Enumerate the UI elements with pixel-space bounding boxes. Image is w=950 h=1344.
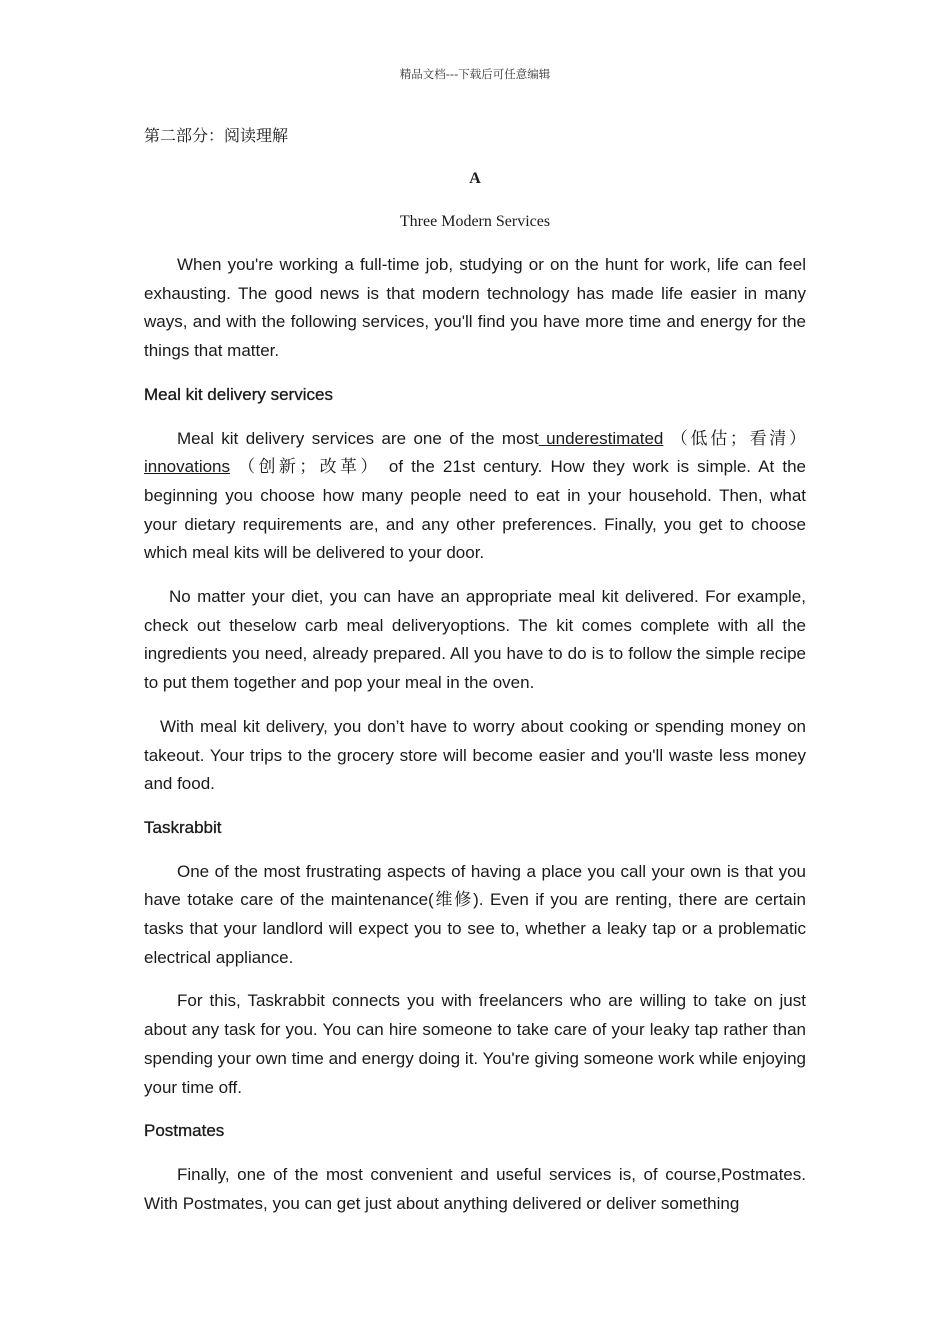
term-underestimated: underestimated <box>538 428 664 448</box>
article-letter: A <box>469 170 481 187</box>
meal-kit-paragraph-3: With meal kit delivery, you don’t have to worry about cooking or spending money on takeout. Your trips to the grocery store will become easier and you'll waste less money and food. <box>144 716 806 794</box>
gloss-innovations: （创新；改革） <box>238 457 381 478</box>
meal-kit-paragraph-2: No matter your diet, you can have an appropriate meal kit delivered. For example, check out theselow carb meal deliveryoptions. The kit comes complete with all the ingredients you need, already prepared. All you have to do is to follow the simple recipe to put them together and pop your meal in the oven. <box>144 587 806 693</box>
taskrabbit-paragraph-1: One of the most frustrating aspects of having a place you call your own is that you have totake care of the maintenance(维修). Even if you are renting, there are certain tasks that your landlord will expect you to see to, whether a leaky tap or a problematic electrical appliance. <box>144 861 806 967</box>
gloss-underestimated: （低估；看清） <box>670 428 806 449</box>
meal-kit-p1-after: of the 21st century. How they work is simple. At the beginning you choose how many people need to eat in your household. Then, what your dietary requirements are, and any other preferences. Finally, you get to choose which meal kits will be delivered to your door. <box>144 457 806 563</box>
term-innovations: innovations <box>144 457 231 477</box>
article-title: Three Modern Services <box>399 213 551 230</box>
meal-kit-paragraph-1 <box>144 425 806 569</box>
taskrabbit-heading: Taskrabbit <box>144 817 222 837</box>
meal-kit-heading: Meal kit delivery services <box>144 384 333 404</box>
meal-kit-p1-before: Meal kit delivery services are one of the most <box>177 428 539 448</box>
page-header: 精品文档---下载后可任意编辑 <box>399 67 551 81</box>
section-label: 第二部分：阅读理解 <box>144 126 289 145</box>
taskrabbit-paragraph-2: For this, Taskrabbit connects you with freelancers who are willing to take on just about any task for you. You can hire someone to take care of your leaky tap rather than spending your own time and energy doing it. You're giving someone work while enjoying your time off. <box>144 991 806 1097</box>
postmates-heading: Postmates <box>144 1121 225 1141</box>
intro-paragraph: When you're working a full-time job, studying or on the hunt for work, life can feel exhausting. The good news is that modern technology has made life easier in many ways, and with the following services, you'll find you have more time and energy for the things that matter. <box>144 255 806 361</box>
postmates-paragraph-1: Finally, one of the most convenient and useful services is, of course,Postmates. With Postmates, you can get just about anything delivered or deliver something <box>144 1164 806 1213</box>
document-body <box>144 122 806 1233</box>
